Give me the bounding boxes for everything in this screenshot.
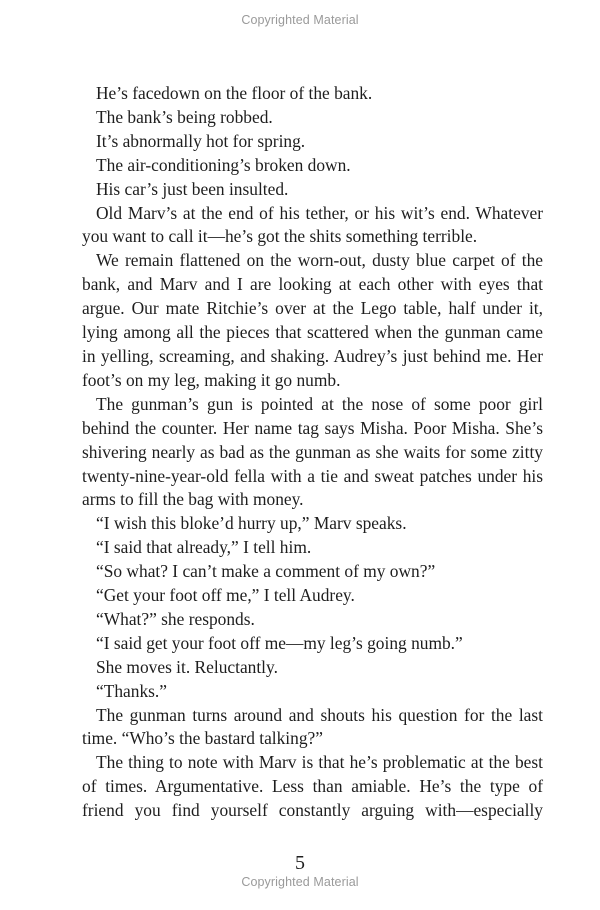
paragraph: The gunman turns around and shouts his question for the last time. “Who’s the bastard talking?”: [82, 704, 543, 749]
copyright-watermark-top: Copyrighted Material: [241, 13, 359, 27]
paragraph: The thing to note with Marv is that he’s problematic at the best of times. Argumentative. Less than amiable. He’s the type of friend you find yourself constantly arguing with—especially: [82, 752, 543, 821]
paragraph: “I said that already,” I tell him.: [96, 537, 312, 558]
paragraph: The gunman’s gun is pointed at the nose of some poor girl behind the counter. Her name tag says Misha. Poor Misha. She’s shivering nearly as bad as the gunman as she waits for some zitty twenty-nine-year-old fella with a tie and sweat patches under his arms to fill the bag with money.: [82, 393, 543, 510]
paragraph: “What?” she responds.: [96, 608, 255, 629]
paragraph: The bank’s being robbed.: [96, 106, 273, 127]
paragraph: We remain flattened on the worn-out, dusty blue carpet of the bank, and Marv and I are looking at each other with eyes that argue. Our mate Ritchie’s over at the Lego table, half under it, lying among all the pieces that scattered when the gunman came in yelling, screaming, and shaking. Audrey’s just behind me. Her foot’s on my leg, making it go numb.: [82, 250, 543, 390]
paragraph: “I said get your foot off me—my leg’s going numb.”: [96, 632, 463, 653]
paragraph: “Get your foot off me,” I tell Audrey.: [96, 585, 355, 606]
paragraph: The air-conditioning’s broken down.: [96, 154, 351, 175]
paragraph: She moves it. Reluctantly.: [96, 656, 278, 677]
paragraph: It’s abnormally hot for spring.: [96, 130, 306, 151]
copyright-watermark-bottom: Copyrighted Material: [241, 875, 359, 889]
paragraph: “So what? I can’t make a comment of my own?”: [96, 561, 436, 582]
paragraph: “I wish this bloke’d hurry up,” Marv speaks.: [96, 513, 407, 534]
paragraph: His car’s just been insulted.: [96, 178, 289, 199]
paragraph: He’s facedown on the floor of the bank.: [96, 83, 373, 103]
page-number: 5: [295, 852, 305, 874]
paragraph: Old Marv’s at the end of his tether, or his wit’s end. Whatever you want to call it—he’s got the shits something terrible.: [82, 202, 543, 247]
body-text: [82, 82, 543, 823]
paragraph: “Thanks.”: [96, 680, 167, 701]
